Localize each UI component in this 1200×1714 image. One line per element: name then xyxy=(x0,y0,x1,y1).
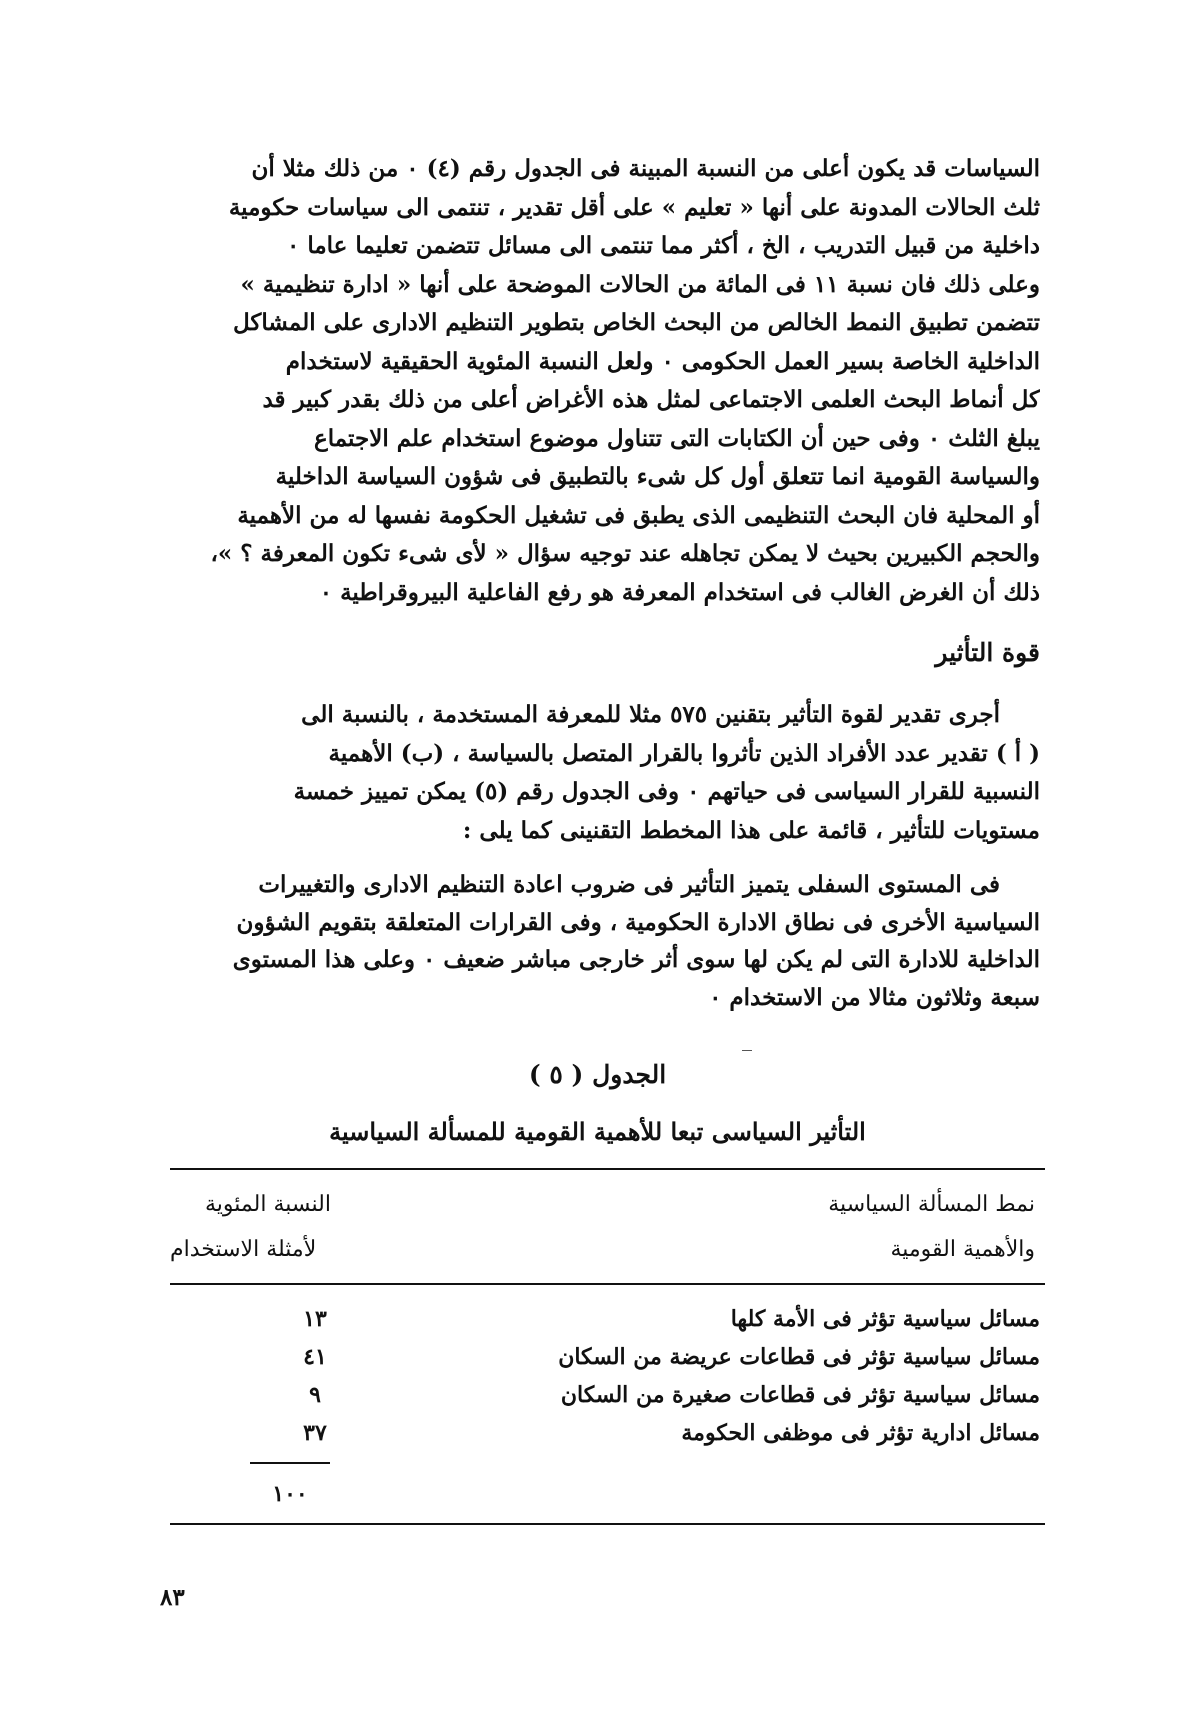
text-line: ثلث الحالات المدونة على أنها « تعليم » على أقل تقدير ، تنتمى الى سياسات حكومية xyxy=(228,193,1040,221)
text-line: ذلك أن الغرض الغالب فى استخدام المعرفة هو رفع الفاعلية البيروقراطية ٠ xyxy=(319,578,1040,606)
column-header-type: نمط المسألة السياسية xyxy=(828,1192,1035,1217)
row-label: مسائل سياسية تؤثر فى قطاعات صغيرة من السكان xyxy=(560,1382,1040,1408)
text-line: ( أ ) تقدير عدد الأفراد الذين تأثروا بالقرار المتصل بالسياسة ، (ب) الأهمية xyxy=(328,739,1040,767)
page-number: ٨٣ xyxy=(160,1584,185,1611)
row-value: ١٣ xyxy=(303,1306,327,1332)
text-line: السياسية الأخرى فى نطاق الادارة الحكومية ، وفى القرارات المتعلقة بتقويم الشؤون xyxy=(236,908,1040,936)
text-line: الداخلية الخاصة بسير العمل الحكومى ٠ ولعل النسبة المئوية الحقيقية لاستخدام xyxy=(285,347,1040,375)
table-number: الجدول ( ٥ ) xyxy=(528,1060,667,1089)
column-header-percent-2: لأمثلة الاستخدام xyxy=(170,1237,317,1262)
column-header-percent: النسبة المئوية xyxy=(205,1192,331,1217)
row-value: ٩ xyxy=(309,1382,321,1408)
text-line: مستويات للتأثير ، قائمة على هذا المخطط التقنينى كما يلى : xyxy=(462,816,1040,844)
text-line: سبعة وثلاثون مثالا من الاستخدام ٠ xyxy=(709,983,1040,1011)
paragraph-1 xyxy=(155,150,1040,612)
table-total: ١٠٠ xyxy=(272,1481,308,1507)
text-line: والسياسة القومية انما تتعلق أول كل شىء بالتطبيق فى شؤون السياسة الداخلية xyxy=(275,463,1040,490)
row-label: مسائل ادارية تؤثر فى موظفى الحكومة xyxy=(681,1420,1040,1446)
total-rule xyxy=(250,1462,330,1464)
table-row xyxy=(230,1376,1040,1414)
scan-mark xyxy=(742,1050,752,1051)
text-line: والحجم الكبيرين بحيث لا يمكن تجاهله عند توجيه سؤال « لأى شىء تكون المعرفة ؟ »، xyxy=(210,540,1040,567)
text-line: السياسات قد يكون أعلى من النسبة المبينة فى الجدول رقم (٤) ٠ من ذلك مثلا أن xyxy=(251,155,1040,182)
section-heading: قوة التأثير xyxy=(935,638,1040,667)
column-header-type-2: والأهمية القومية xyxy=(890,1237,1035,1262)
text-line: فى المستوى السفلى يتميز التأثير فى ضروب اعادة التنظيم الادارى والتغييرات xyxy=(258,871,1000,898)
table-caption: التأثير السياسى تبعا للأهمية القومية للمسألة السياسية xyxy=(329,1117,866,1146)
text-line: الداخلية للادارة التى لم يكن لها سوى أثر خارجى مباشر ضعيف ٠ وعلى هذا المستوى xyxy=(232,946,1040,973)
table-row xyxy=(230,1300,1040,1338)
text-line: تتضمن تطبيق النمط الخالص من البحث الخاص بتطوير التنظيم الادارى على المشاكل xyxy=(233,309,1040,336)
row-label: مسائل سياسية تؤثر فى قطاعات عريضة من السكان xyxy=(558,1344,1040,1370)
table-bottom-rule xyxy=(170,1523,1045,1525)
paragraph-2 xyxy=(155,696,1040,850)
table-row xyxy=(230,1338,1040,1376)
text-line: وعلى ذلك فان نسبة ١١ فى المائة من الحالات الموضحة على أنها « ادارة تنظيمية » xyxy=(240,270,1040,298)
text-line: أو المحلية فان البحث التنظيمى الذى يطبق فى تشغيل الحكومة نفسها له من الأهمية xyxy=(237,501,1040,529)
row-value: ٤١ xyxy=(303,1344,327,1370)
table-top-rule xyxy=(170,1168,1045,1170)
paragraph-3 xyxy=(155,866,1040,1016)
text-line: النسبية للقرار السياسى فى حياتهم ٠ وفى الجدول رقم (٥) يمكن تمييز خمسة xyxy=(293,778,1040,805)
text-line: كل أنماط البحث العلمى الاجتماعى لمثل هذه الأغراض أعلى من ذلك بقدر كبير قد xyxy=(262,386,1040,413)
table-row xyxy=(230,1414,1040,1452)
text-line: داخلية من قبيل التدريب ، الخ ، أكثر مما تنتمى الى مسائل تتضمن تعليما عاما ٠ xyxy=(286,232,1040,259)
row-label: مسائل سياسية تؤثر فى الأمة كلها xyxy=(730,1306,1040,1332)
row-value: ٣٧ xyxy=(303,1420,327,1446)
text-line: أجرى تقدير لقوة التأثير بتقنين ٥٧٥ مثلا للمعرفة المستخدمة ، بالنسبة الى xyxy=(301,701,1000,728)
text-line: يبلغ الثلث ٠ وفى حين أن الكتابات التى تتناول موضوع استخدام علم الاجتماع xyxy=(314,424,1040,452)
table-header-rule xyxy=(170,1283,1045,1285)
